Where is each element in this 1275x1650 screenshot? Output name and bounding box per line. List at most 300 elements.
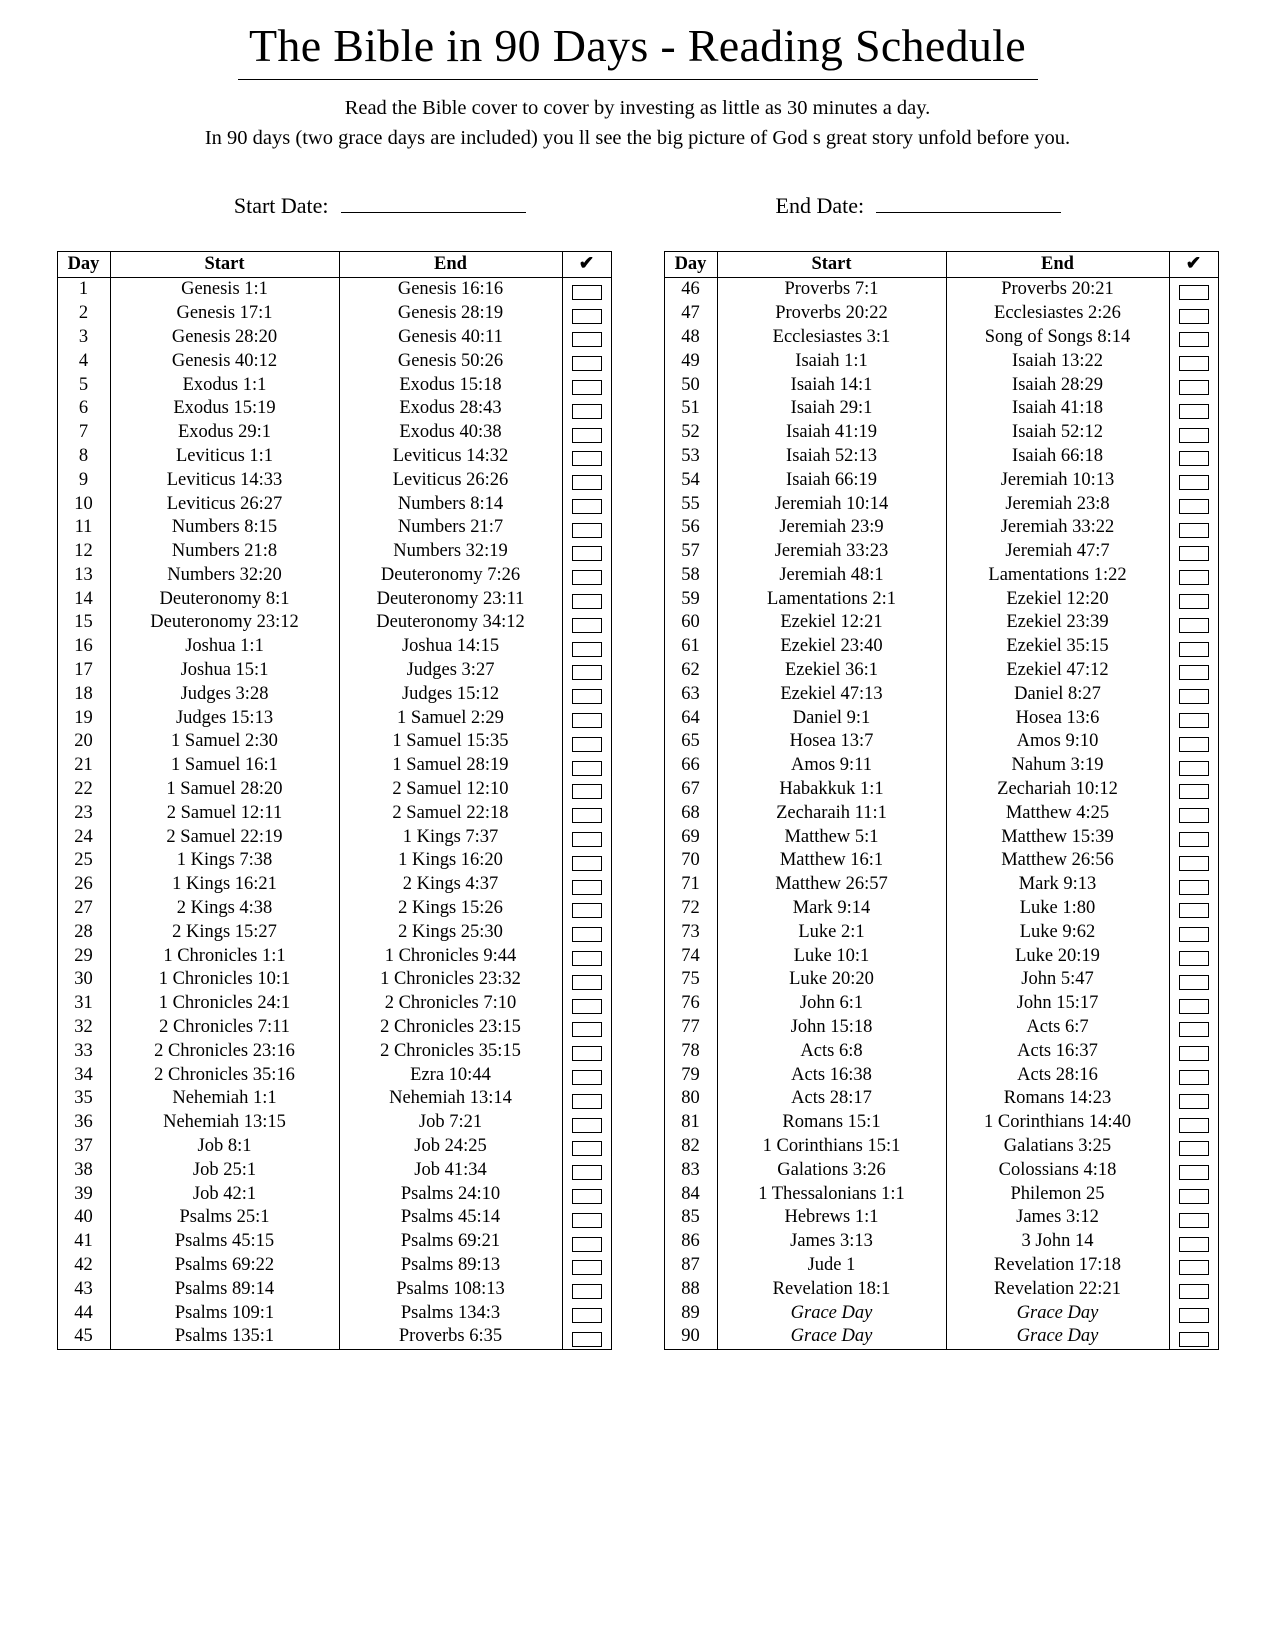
- cell-checkbox[interactable]: [562, 445, 611, 469]
- reading-checkbox[interactable]: [572, 404, 602, 419]
- reading-checkbox[interactable]: [1179, 1260, 1209, 1275]
- cell-end: Exodus 28:43: [339, 397, 562, 421]
- cell-start: Ezekiel 36:1: [717, 659, 946, 683]
- table-row: [664, 564, 1218, 588]
- cell-checkbox[interactable]: [562, 1135, 611, 1159]
- reading-checkbox[interactable]: [572, 1308, 602, 1323]
- cell-checkbox[interactable]: [562, 945, 611, 969]
- reading-checkbox[interactable]: [572, 1022, 602, 1037]
- reading-checkbox[interactable]: [1179, 285, 1209, 300]
- cell-checkbox[interactable]: [1169, 945, 1218, 969]
- cell-checkbox[interactable]: [1169, 1325, 1218, 1349]
- table-row: [57, 968, 611, 992]
- reading-checkbox[interactable]: [1179, 808, 1209, 823]
- table-row: [664, 1230, 1218, 1254]
- cell-end: Luke 9:62: [946, 921, 1169, 945]
- cell-day: 42: [57, 1254, 110, 1278]
- reading-checkbox[interactable]: [1179, 570, 1209, 585]
- reading-checkbox[interactable]: [1179, 1094, 1209, 1109]
- cell-checkbox[interactable]: [1169, 873, 1218, 897]
- start-date-field[interactable]: [234, 193, 526, 219]
- reading-checkbox[interactable]: [1179, 975, 1209, 990]
- cell-checkbox[interactable]: [562, 683, 611, 707]
- reading-checkbox[interactable]: [572, 832, 602, 847]
- header-day: Day: [57, 252, 110, 278]
- table-row: [57, 1183, 611, 1207]
- cell-end: Numbers 8:14: [339, 493, 562, 517]
- cell-start: Habakkuk 1:1: [717, 778, 946, 802]
- reading-checkbox[interactable]: [572, 1118, 602, 1133]
- cell-end: Ezekiel 47:12: [946, 659, 1169, 683]
- cell-checkbox[interactable]: [1169, 564, 1218, 588]
- cell-checkbox[interactable]: [1169, 635, 1218, 659]
- reading-checkbox[interactable]: [572, 1141, 602, 1156]
- cell-end: Luke 1:80: [946, 897, 1169, 921]
- reading-checkbox[interactable]: [572, 1213, 602, 1228]
- reading-checkbox[interactable]: [572, 356, 602, 371]
- reading-checkbox[interactable]: [572, 856, 602, 871]
- cell-day: 26: [57, 873, 110, 897]
- cell-day: 38: [57, 1159, 110, 1183]
- cell-end: Ezra 10:44: [339, 1064, 562, 1088]
- cell-checkbox[interactable]: [562, 1087, 611, 1111]
- reading-checkbox[interactable]: [1179, 713, 1209, 728]
- cell-start: 1 Samuel 2:30: [110, 730, 339, 754]
- cell-start: Judges 15:13: [110, 707, 339, 731]
- reading-checkbox[interactable]: [1179, 499, 1209, 514]
- cell-checkbox[interactable]: [1169, 730, 1218, 754]
- cell-checkbox[interactable]: [562, 1064, 611, 1088]
- reading-checkbox[interactable]: [1179, 332, 1209, 347]
- reading-checkbox[interactable]: [572, 903, 602, 918]
- cell-start: Isaiah 52:13: [717, 445, 946, 469]
- reading-checkbox[interactable]: [572, 1237, 602, 1252]
- cell-checkbox[interactable]: [562, 849, 611, 873]
- cell-end: 1 Samuel 28:19: [339, 754, 562, 778]
- cell-checkbox[interactable]: [1169, 1206, 1218, 1230]
- reading-checkbox[interactable]: [1179, 1189, 1209, 1204]
- reading-checkbox[interactable]: [572, 309, 602, 324]
- cell-day: 77: [664, 1016, 717, 1040]
- cell-checkbox[interactable]: [1169, 683, 1218, 707]
- cell-checkbox[interactable]: [1169, 1183, 1218, 1207]
- cell-day: 66: [664, 754, 717, 778]
- table-row: [664, 374, 1218, 398]
- reading-checkbox[interactable]: [572, 808, 602, 823]
- cell-end: Exodus 40:38: [339, 421, 562, 445]
- reading-checkbox[interactable]: [1179, 784, 1209, 799]
- reading-checkbox[interactable]: [1179, 1213, 1209, 1228]
- cell-checkbox[interactable]: [1169, 849, 1218, 873]
- reading-checkbox[interactable]: [572, 975, 602, 990]
- cell-start: 1 Chronicles 24:1: [110, 992, 339, 1016]
- cell-start: Isaiah 1:1: [717, 350, 946, 374]
- table-row: [664, 659, 1218, 683]
- reading-checkbox[interactable]: [1179, 737, 1209, 752]
- cell-checkbox[interactable]: [562, 635, 611, 659]
- reading-checkbox[interactable]: [572, 713, 602, 728]
- cell-day: 68: [664, 802, 717, 826]
- table-row: [664, 493, 1218, 517]
- reading-checkbox[interactable]: [1179, 380, 1209, 395]
- cell-day: 69: [664, 826, 717, 850]
- schedule-tables: [0, 251, 1275, 1350]
- reading-checkbox[interactable]: [1179, 356, 1209, 371]
- cell-end: Genesis 16:16: [339, 278, 562, 302]
- cell-checkbox[interactable]: [1169, 1254, 1218, 1278]
- cell-start: Galations 3:26: [717, 1159, 946, 1183]
- cell-day: 78: [664, 1040, 717, 1064]
- cell-start: 1 Thessalonians 1:1: [717, 1183, 946, 1207]
- reading-checkbox[interactable]: [1179, 999, 1209, 1014]
- reading-checkbox[interactable]: [572, 951, 602, 966]
- cell-checkbox[interactable]: [1169, 659, 1218, 683]
- reading-checkbox[interactable]: [572, 285, 602, 300]
- cell-checkbox[interactable]: [1169, 374, 1218, 398]
- cell-start: James 3:13: [717, 1230, 946, 1254]
- reading-checkbox[interactable]: [1179, 309, 1209, 324]
- reading-checkbox[interactable]: [572, 642, 602, 657]
- table-row: [664, 1064, 1218, 1088]
- reading-checkbox[interactable]: [572, 880, 602, 895]
- reading-checkbox[interactable]: [1179, 594, 1209, 609]
- reading-checkbox[interactable]: [572, 665, 602, 680]
- table-row: [664, 350, 1218, 374]
- cell-day: 72: [664, 897, 717, 921]
- cell-checkbox[interactable]: [562, 302, 611, 326]
- cell-start: Luke 2:1: [717, 921, 946, 945]
- reading-checkbox[interactable]: [572, 1260, 602, 1275]
- reading-checkbox[interactable]: [572, 761, 602, 776]
- cell-end: 2 Kings 4:37: [339, 873, 562, 897]
- cell-end: Daniel 8:27: [946, 683, 1169, 707]
- cell-checkbox[interactable]: [562, 326, 611, 350]
- cell-end: Amos 9:10: [946, 730, 1169, 754]
- cell-day: 23: [57, 802, 110, 826]
- cell-end: James 3:12: [946, 1206, 1169, 1230]
- reading-checkbox[interactable]: [1179, 880, 1209, 895]
- cell-checkbox[interactable]: [562, 1206, 611, 1230]
- cell-day: 43: [57, 1278, 110, 1302]
- cell-checkbox[interactable]: [562, 1325, 611, 1349]
- cell-start: 2 Chronicles 23:16: [110, 1040, 339, 1064]
- cell-end: Acts 6:7: [946, 1016, 1169, 1040]
- cell-day: 54: [664, 469, 717, 493]
- reading-checkbox[interactable]: [572, 737, 602, 752]
- cell-checkbox[interactable]: [1169, 826, 1218, 850]
- reading-checkbox[interactable]: [572, 1165, 602, 1180]
- reading-checkbox[interactable]: [572, 332, 602, 347]
- cell-end: Ezekiel 23:39: [946, 611, 1169, 635]
- cell-checkbox[interactable]: [1169, 540, 1218, 564]
- cell-end: 3 John 14: [946, 1230, 1169, 1254]
- reading-checkbox[interactable]: [572, 1094, 602, 1109]
- reading-checkbox[interactable]: [1179, 1070, 1209, 1085]
- cell-checkbox[interactable]: [1169, 1230, 1218, 1254]
- table-row: [664, 635, 1218, 659]
- reading-checkbox[interactable]: [1179, 428, 1209, 443]
- reading-checkbox[interactable]: [1179, 1284, 1209, 1299]
- cell-start: Ezekiel 47:13: [717, 683, 946, 707]
- cell-checkbox[interactable]: [562, 1183, 611, 1207]
- reading-checkbox[interactable]: [1179, 404, 1209, 419]
- cell-day: 22: [57, 778, 110, 802]
- cell-day: 58: [664, 564, 717, 588]
- cell-checkbox[interactable]: [562, 778, 611, 802]
- cell-checkbox[interactable]: [1169, 1040, 1218, 1064]
- cell-end: Romans 14:23: [946, 1087, 1169, 1111]
- table-row: [664, 469, 1218, 493]
- cell-end: Lamentations 1:22: [946, 564, 1169, 588]
- cell-checkbox[interactable]: [1169, 802, 1218, 826]
- cell-checkbox[interactable]: [562, 754, 611, 778]
- cell-checkbox[interactable]: [562, 540, 611, 564]
- cell-checkbox[interactable]: [562, 968, 611, 992]
- cell-checkbox[interactable]: [562, 564, 611, 588]
- cell-checkbox[interactable]: [562, 588, 611, 612]
- reading-checkbox[interactable]: [1179, 689, 1209, 704]
- cell-end: Revelation 22:21: [946, 1278, 1169, 1302]
- cell-checkbox[interactable]: [562, 374, 611, 398]
- cell-checkbox[interactable]: [562, 873, 611, 897]
- cell-day: 62: [664, 659, 717, 683]
- cell-checkbox[interactable]: [562, 1254, 611, 1278]
- cell-start: 1 Kings 7:38: [110, 849, 339, 873]
- cell-start: Genesis 28:20: [110, 326, 339, 350]
- cell-checkbox[interactable]: [1169, 516, 1218, 540]
- end-date-blank[interactable]: [876, 196, 1061, 213]
- cell-checkbox[interactable]: [562, 611, 611, 635]
- cell-checkbox[interactable]: [1169, 1064, 1218, 1088]
- cell-checkbox[interactable]: [1169, 278, 1218, 302]
- cell-checkbox[interactable]: [1169, 1111, 1218, 1135]
- cell-start: Job 25:1: [110, 1159, 339, 1183]
- cell-checkbox[interactable]: [562, 516, 611, 540]
- table-row: [664, 516, 1218, 540]
- cell-start: 2 Kings 4:38: [110, 897, 339, 921]
- cell-start: Exodus 1:1: [110, 374, 339, 398]
- table-row: [57, 1159, 611, 1183]
- table-row: [664, 302, 1218, 326]
- cell-checkbox[interactable]: [1169, 992, 1218, 1016]
- reading-checkbox[interactable]: [1179, 1165, 1209, 1180]
- cell-start: 1 Kings 16:21: [110, 873, 339, 897]
- cell-day: 52: [664, 421, 717, 445]
- table-row: [664, 707, 1218, 731]
- reading-checkbox[interactable]: [572, 689, 602, 704]
- cell-checkbox[interactable]: [562, 992, 611, 1016]
- cell-checkbox[interactable]: [1169, 1278, 1218, 1302]
- cell-end: Job 41:34: [339, 1159, 562, 1183]
- table-row: [57, 350, 611, 374]
- cell-checkbox[interactable]: [1169, 968, 1218, 992]
- table-row: [57, 540, 611, 564]
- cell-checkbox[interactable]: [1169, 397, 1218, 421]
- subtitle-line-2: In 90 days (two grace days are included) you ll see the big picture of God s great story unfold before you.: [204, 126, 1071, 149]
- cell-checkbox[interactable]: [1169, 707, 1218, 731]
- reading-checkbox[interactable]: [572, 428, 602, 443]
- table-row: [664, 968, 1218, 992]
- table-row: [664, 397, 1218, 421]
- reading-checkbox[interactable]: [1179, 903, 1209, 918]
- cell-checkbox[interactable]: [1169, 350, 1218, 374]
- cell-checkbox[interactable]: [1169, 921, 1218, 945]
- table-row: [664, 826, 1218, 850]
- cell-checkbox[interactable]: [562, 1159, 611, 1183]
- reading-checkbox[interactable]: [1179, 475, 1209, 490]
- reading-checkbox[interactable]: [1179, 1118, 1209, 1133]
- cell-checkbox[interactable]: [562, 897, 611, 921]
- cell-checkbox[interactable]: [1169, 1135, 1218, 1159]
- cell-checkbox[interactable]: [1169, 1087, 1218, 1111]
- cell-checkbox[interactable]: [1169, 326, 1218, 350]
- cell-day: 14: [57, 588, 110, 612]
- reading-checkbox[interactable]: [572, 1189, 602, 1204]
- cell-checkbox[interactable]: [562, 707, 611, 731]
- reading-checkbox[interactable]: [1179, 451, 1209, 466]
- cell-day: 82: [664, 1135, 717, 1159]
- reading-checkbox[interactable]: [572, 999, 602, 1014]
- reading-checkbox[interactable]: [572, 546, 602, 561]
- table-row: [57, 826, 611, 850]
- table-row: [57, 945, 611, 969]
- reading-checkbox[interactable]: [1179, 665, 1209, 680]
- cell-checkbox[interactable]: [562, 826, 611, 850]
- cell-checkbox[interactable]: [562, 659, 611, 683]
- cell-checkbox[interactable]: [562, 730, 611, 754]
- cell-checkbox[interactable]: [562, 921, 611, 945]
- cell-end: Genesis 40:11: [339, 326, 562, 350]
- reading-checkbox[interactable]: [572, 570, 602, 585]
- cell-checkbox[interactable]: [562, 1016, 611, 1040]
- cell-start: Job 8:1: [110, 1135, 339, 1159]
- reading-checkbox[interactable]: [572, 927, 602, 942]
- table-row: [57, 683, 611, 707]
- cell-checkbox[interactable]: [562, 469, 611, 493]
- reading-checkbox[interactable]: [1179, 761, 1209, 776]
- table-row: [57, 1206, 611, 1230]
- cell-checkbox[interactable]: [1169, 1159, 1218, 1183]
- reading-checkbox[interactable]: [1179, 546, 1209, 561]
- cell-day: 74: [664, 945, 717, 969]
- cell-checkbox[interactable]: [1169, 588, 1218, 612]
- reading-checkbox[interactable]: [572, 475, 602, 490]
- cell-checkbox[interactable]: [562, 802, 611, 826]
- reading-checkbox[interactable]: [1179, 927, 1209, 942]
- cell-checkbox[interactable]: [562, 421, 611, 445]
- cell-checkbox[interactable]: [1169, 302, 1218, 326]
- reading-checkbox[interactable]: [1179, 1022, 1209, 1037]
- cell-day: 17: [57, 659, 110, 683]
- cell-day: 21: [57, 754, 110, 778]
- cell-checkbox[interactable]: [562, 1302, 611, 1326]
- start-date-blank[interactable]: [341, 196, 526, 213]
- cell-checkbox[interactable]: [1169, 1016, 1218, 1040]
- cell-start: Numbers 21:8: [110, 540, 339, 564]
- cell-checkbox[interactable]: [1169, 421, 1218, 445]
- cell-checkbox[interactable]: [562, 278, 611, 302]
- cell-checkbox[interactable]: [1169, 611, 1218, 635]
- cell-start: Job 42:1: [110, 1183, 339, 1207]
- reading-checkbox[interactable]: [1179, 1046, 1209, 1061]
- reading-checkbox[interactable]: [572, 1284, 602, 1299]
- cell-checkbox[interactable]: [562, 397, 611, 421]
- cell-checkbox[interactable]: [562, 493, 611, 517]
- cell-checkbox[interactable]: [1169, 445, 1218, 469]
- cell-checkbox[interactable]: [1169, 1302, 1218, 1326]
- cell-day: 40: [57, 1206, 110, 1230]
- reading-checkbox[interactable]: [572, 499, 602, 514]
- table-row: [664, 849, 1218, 873]
- title-divider: [238, 79, 1038, 80]
- table-row: [57, 397, 611, 421]
- cell-checkbox[interactable]: [562, 1040, 611, 1064]
- header-start: Start: [717, 252, 946, 278]
- reading-checkbox[interactable]: [1179, 1141, 1209, 1156]
- table-row: [664, 1111, 1218, 1135]
- cell-checkbox[interactable]: [1169, 778, 1218, 802]
- cell-start: Jeremiah 10:14: [717, 493, 946, 517]
- reading-checkbox[interactable]: [572, 451, 602, 466]
- cell-start: 1 Samuel 16:1: [110, 754, 339, 778]
- reading-checkbox[interactable]: [572, 1046, 602, 1061]
- end-date-field[interactable]: [776, 193, 1062, 219]
- cell-start: Matthew 5:1: [717, 826, 946, 850]
- reading-checkbox[interactable]: [1179, 642, 1209, 657]
- table-row: [664, 730, 1218, 754]
- reading-checkbox[interactable]: [1179, 951, 1209, 966]
- cell-day: 84: [664, 1183, 717, 1207]
- reading-checkbox[interactable]: [1179, 1237, 1209, 1252]
- reading-checkbox[interactable]: [572, 380, 602, 395]
- cell-checkbox[interactable]: [1169, 754, 1218, 778]
- reading-checkbox[interactable]: [572, 1070, 602, 1085]
- reading-checkbox[interactable]: [572, 523, 602, 538]
- cell-checkbox[interactable]: [1169, 493, 1218, 517]
- cell-day: 2: [57, 302, 110, 326]
- cell-end: 2 Kings 15:26: [339, 897, 562, 921]
- reading-checkbox[interactable]: [572, 618, 602, 633]
- cell-end: Galatians 3:25: [946, 1135, 1169, 1159]
- table-row: [664, 802, 1218, 826]
- reading-checkbox[interactable]: [1179, 856, 1209, 871]
- cell-checkbox[interactable]: [1169, 897, 1218, 921]
- cell-start: Amos 9:11: [717, 754, 946, 778]
- reading-checkbox[interactable]: [572, 594, 602, 609]
- cell-checkbox[interactable]: [562, 1278, 611, 1302]
- cell-checkbox[interactable]: [562, 1230, 611, 1254]
- reading-checkbox[interactable]: [1179, 618, 1209, 633]
- cell-checkbox[interactable]: [562, 1111, 611, 1135]
- reading-checkbox[interactable]: [1179, 1308, 1209, 1323]
- cell-start: Luke 10:1: [717, 945, 946, 969]
- cell-start: Lamentations 2:1: [717, 588, 946, 612]
- reading-checkbox[interactable]: [572, 1332, 602, 1347]
- reading-checkbox[interactable]: [1179, 523, 1209, 538]
- cell-start: Genesis 1:1: [110, 278, 339, 302]
- reading-checkbox[interactable]: [1179, 832, 1209, 847]
- reading-checkbox[interactable]: [1179, 1332, 1209, 1347]
- cell-day: 39: [57, 1183, 110, 1207]
- table-row: [57, 707, 611, 731]
- reading-checkbox[interactable]: [572, 784, 602, 799]
- cell-start: 1 Corinthians 15:1: [717, 1135, 946, 1159]
- cell-checkbox[interactable]: [562, 350, 611, 374]
- table-row: [57, 1087, 611, 1111]
- cell-checkbox[interactable]: [1169, 469, 1218, 493]
- date-fields: [0, 193, 1275, 219]
- cell-day: 33: [57, 1040, 110, 1064]
